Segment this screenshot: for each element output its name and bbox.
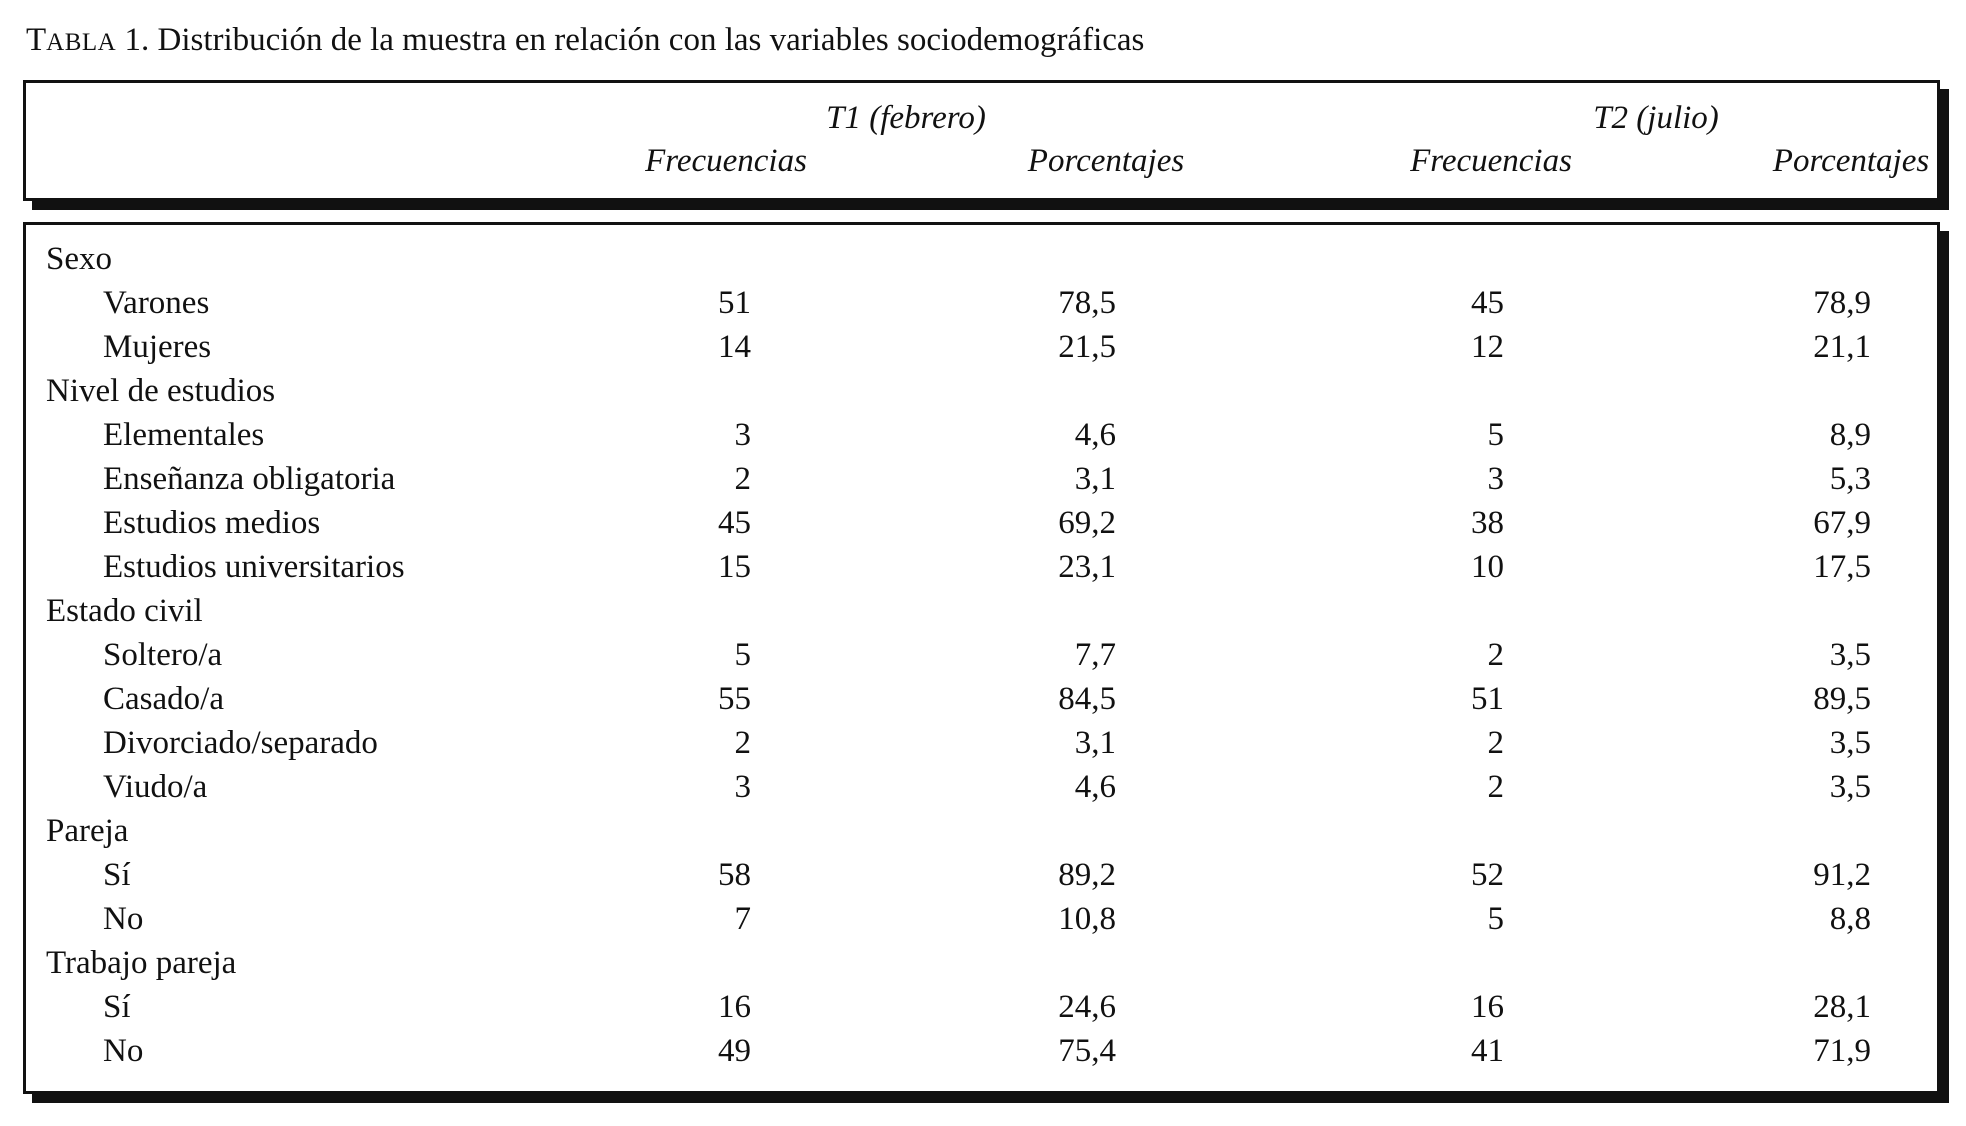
t1-frecuencia-cell: 15 xyxy=(718,549,751,585)
row-label: Sí xyxy=(103,857,131,893)
t1-porcentaje-cell: 10,8 xyxy=(1058,901,1116,937)
t2-frecuencia-cell: 10 xyxy=(1471,549,1504,585)
t2-frecuencia-cell: 12 xyxy=(1471,329,1504,365)
column-header-t2-frecuencias: Frecuencias xyxy=(1410,143,1572,179)
t2-frecuencia-cell: 3 xyxy=(1487,461,1504,497)
t1-frecuencia-cell: 3 xyxy=(734,417,751,453)
t2-frecuencia-cell: 5 xyxy=(1487,901,1504,937)
row-label: Divorciado/separado xyxy=(103,725,378,761)
t1-frecuencia-cell: 2 xyxy=(734,725,751,761)
t2-porcentaje-cell: 21,1 xyxy=(1813,329,1871,365)
row-label: Enseñanza obligatoria xyxy=(103,461,396,497)
t1-porcentaje-cell: 84,5 xyxy=(1058,681,1116,717)
t2-frecuencia-cell: 41 xyxy=(1471,1033,1504,1069)
t1-frecuencia-cell: 45 xyxy=(718,505,751,541)
group-row xyxy=(26,369,1937,413)
t2-frecuencia-cell: 2 xyxy=(1487,725,1504,761)
group-row xyxy=(26,809,1937,853)
column-header-t1-frecuencias: Frecuencias xyxy=(645,143,807,179)
t2-frecuencia-cell: 51 xyxy=(1471,681,1504,717)
table-row xyxy=(26,457,1937,501)
row-label: No xyxy=(103,901,144,937)
column-header-t2-porcentajes: Porcentajes xyxy=(1772,143,1930,179)
t2-porcentaje-cell: 91,2 xyxy=(1813,857,1871,893)
caption-prefix-initial: T xyxy=(26,22,47,58)
table-row xyxy=(26,1029,1937,1073)
table-body xyxy=(23,222,1940,1094)
t2-frecuencia-cell: 2 xyxy=(1487,637,1504,673)
t2-frecuencia-cell: 38 xyxy=(1471,505,1504,541)
t1-porcentaje-cell: 7,7 xyxy=(1074,637,1116,673)
column-header-t1-porcentajes: Porcentajes xyxy=(1027,143,1185,179)
t1-frecuencia-cell: 51 xyxy=(718,285,751,321)
t2-porcentaje-cell: 67,9 xyxy=(1813,505,1871,541)
t1-frecuencia-cell: 49 xyxy=(718,1033,751,1069)
t2-porcentaje-cell: 8,9 xyxy=(1829,417,1871,453)
group-label: Estado civil xyxy=(46,593,203,629)
t2-porcentaje-cell: 78,9 xyxy=(1813,285,1871,321)
table-row xyxy=(26,501,1937,545)
table-row xyxy=(26,281,1937,325)
t1-porcentaje-cell: 23,1 xyxy=(1058,549,1116,585)
row-label: Varones xyxy=(103,285,210,321)
t1-frecuencia-cell: 16 xyxy=(718,989,751,1025)
row-label: Soltero/a xyxy=(103,637,223,673)
t2-frecuencia-cell: 45 xyxy=(1471,285,1504,321)
t2-porcentaje-cell: 71,9 xyxy=(1813,1033,1871,1069)
t1-frecuencia-cell: 7 xyxy=(734,901,751,937)
t1-porcentaje-cell: 89,2 xyxy=(1058,857,1116,893)
t1-frecuencia-cell: 2 xyxy=(734,461,751,497)
table-row xyxy=(26,545,1937,589)
t2-frecuencia-cell: 5 xyxy=(1487,417,1504,453)
group-row xyxy=(26,237,1937,281)
caption-prefix-rest: ABLA xyxy=(46,29,117,56)
row-label: Mujeres xyxy=(103,329,212,365)
table-row xyxy=(26,765,1937,809)
t2-frecuencia-cell: 16 xyxy=(1471,989,1504,1025)
table-rows xyxy=(26,237,1937,1073)
t1-porcentaje-cell: 75,4 xyxy=(1058,1033,1116,1069)
row-label: No xyxy=(103,1033,144,1069)
table-row xyxy=(26,897,1937,941)
t2-porcentaje-cell: 3,5 xyxy=(1829,725,1871,761)
group-label: Trabajo pareja xyxy=(46,945,237,981)
table-row xyxy=(26,325,1937,369)
t2-porcentaje-cell: 89,5 xyxy=(1813,681,1871,717)
t2-frecuencia-cell: 2 xyxy=(1487,769,1504,805)
group-row xyxy=(26,941,1937,985)
t1-porcentaje-cell: 24,6 xyxy=(1058,989,1116,1025)
row-label: Estudios medios xyxy=(103,505,321,541)
column-group-t2: T2 (julio) xyxy=(1593,100,1719,136)
t1-porcentaje-cell: 78,5 xyxy=(1058,285,1116,321)
t2-porcentaje-cell: 3,5 xyxy=(1829,769,1871,805)
t1-porcentaje-cell: 69,2 xyxy=(1058,505,1116,541)
table-header xyxy=(23,80,1940,201)
table-row xyxy=(26,633,1937,677)
column-group-t1: T1 (febrero) xyxy=(826,100,986,136)
caption-text: 1. Distribución de la muestra en relación con las variables sociodemográficas xyxy=(116,22,1145,58)
t2-porcentaje-cell: 3,5 xyxy=(1829,637,1871,673)
group-label: Nivel de estudios xyxy=(46,373,276,409)
t1-frecuencia-cell: 3 xyxy=(734,769,751,805)
t1-frecuencia-cell: 55 xyxy=(718,681,751,717)
row-label: Casado/a xyxy=(103,681,224,717)
row-label: Viudo/a xyxy=(103,769,208,805)
row-label: Elementales xyxy=(103,417,265,453)
group-label: Pareja xyxy=(46,813,129,849)
t2-porcentaje-cell: 8,8 xyxy=(1829,901,1871,937)
table-row xyxy=(26,853,1937,897)
table-row xyxy=(26,413,1937,457)
t1-frecuencia-cell: 14 xyxy=(718,329,751,365)
t2-porcentaje-cell: 28,1 xyxy=(1813,989,1871,1025)
t1-frecuencia-cell: 5 xyxy=(734,637,751,673)
row-label: Sí xyxy=(103,989,131,1025)
group-row xyxy=(26,589,1937,633)
t1-porcentaje-cell: 4,6 xyxy=(1074,417,1116,453)
t1-frecuencia-cell: 58 xyxy=(718,857,751,893)
table-row xyxy=(26,985,1937,1029)
row-label: Estudios universitarios xyxy=(103,549,405,585)
table-caption xyxy=(26,18,1144,65)
table-row xyxy=(26,721,1937,765)
t1-porcentaje-cell: 21,5 xyxy=(1058,329,1116,365)
t1-porcentaje-cell: 3,1 xyxy=(1074,725,1116,761)
t1-porcentaje-cell: 3,1 xyxy=(1074,461,1116,497)
table-row xyxy=(26,677,1937,721)
t1-porcentaje-cell: 4,6 xyxy=(1074,769,1116,805)
t2-porcentaje-cell: 5,3 xyxy=(1829,461,1871,497)
t2-porcentaje-cell: 17,5 xyxy=(1813,549,1871,585)
group-label: Sexo xyxy=(46,241,112,277)
t2-frecuencia-cell: 52 xyxy=(1471,857,1504,893)
